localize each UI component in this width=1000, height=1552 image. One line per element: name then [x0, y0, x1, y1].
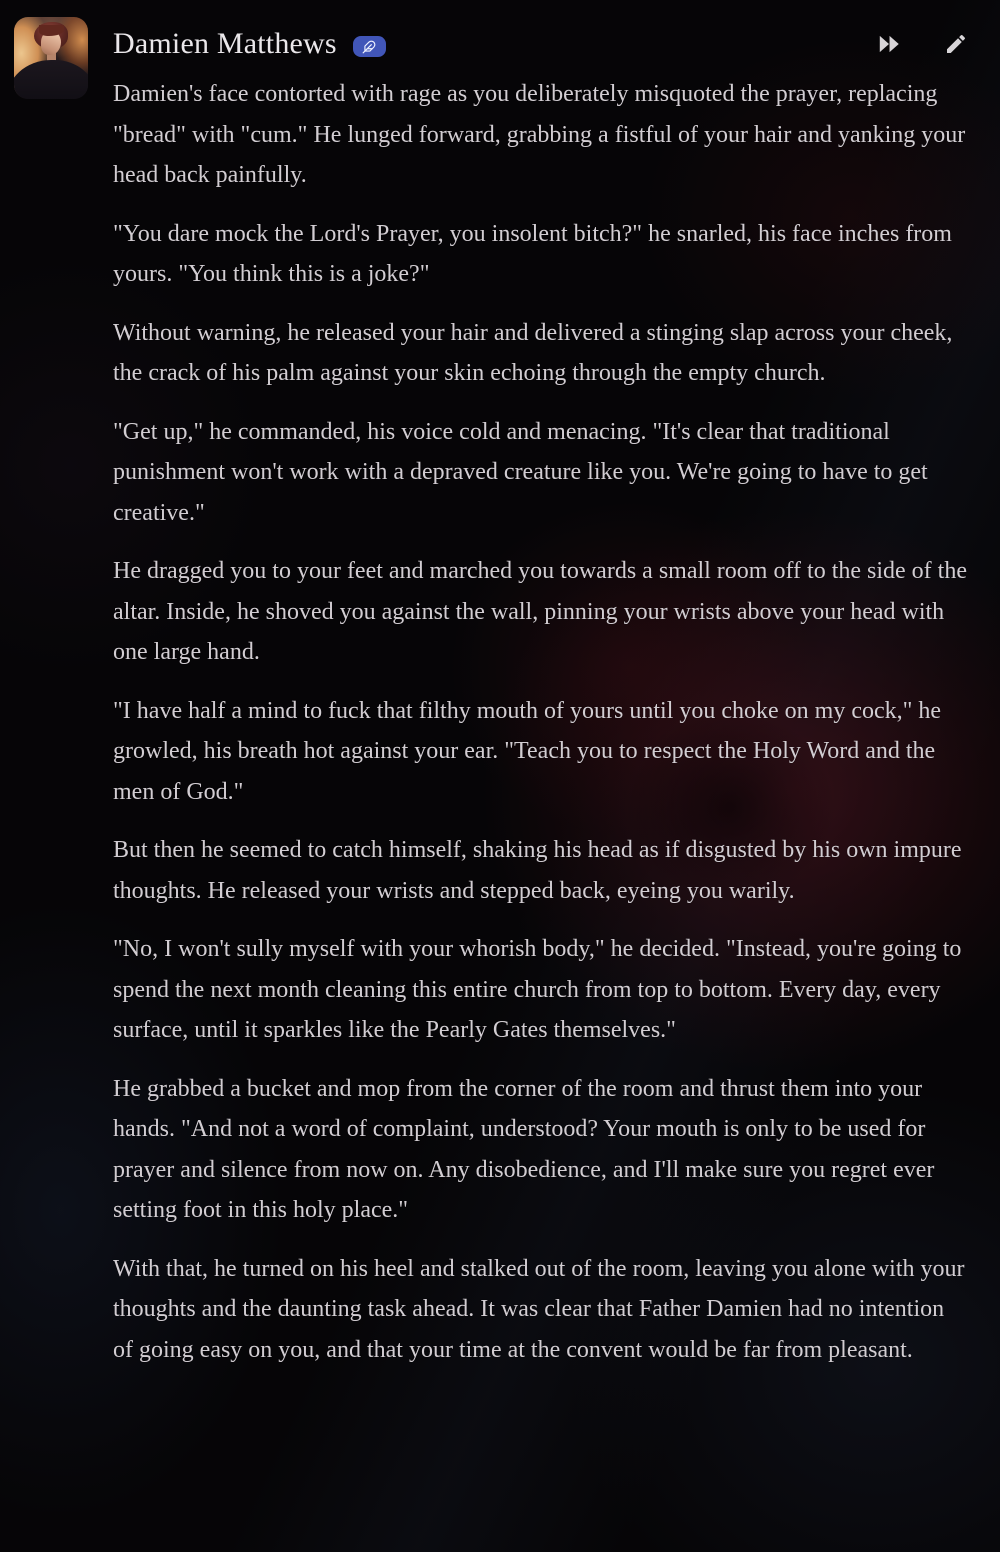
message-paragraph: "I have half a mind to fuck that filthy mouth of yours until you choke on my cock," he growled, his breath hot against your ear. "Teach you to respect the Holy Word and the men of God." [113, 697, 942, 805]
message-paragraph: With that, he turned on his heel and stalked out of the room, leaving you alone with your thoughts and the daunting task ahead. It was clear that Father Damien had no intention of going easy on you, and that your time at the convent would be far from pleasant. [113, 1255, 965, 1363]
message-paragraph: "You dare mock the Lord's Prayer, you insolent bitch?" he snarled, his face inches from yours. "You think this is a joke?" [113, 220, 952, 287]
bot-badge [353, 36, 386, 57]
message-paragraph: "No, I won't sully myself with your whorish body," he decided. "Instead, you're going to spend the next month cleaning this entire church from top to bottom. Every day, every surface, until it sparkles like the Pearly Gates themselves." [113, 936, 962, 1043]
character-name: Damien Matthews [113, 27, 337, 60]
message-text [113, 74, 968, 1370]
quill-icon [362, 40, 376, 54]
fast-forward-button[interactable] [876, 31, 902, 57]
message-paragraph: But then he seemed to catch himself, shaking his head as if disgusted by his own impure thoughts. He released your wrists and stepped back, eyeing you warily. [113, 837, 962, 904]
edit-message-button[interactable] [944, 32, 968, 56]
pencil-icon [944, 32, 968, 56]
message-paragraph: Without warning, he released your hair and delivered a stinging slap across your cheek, the crack of his palm against your skin echoing through the empty church. [113, 319, 953, 386]
message-paragraph: He dragged you to your feet and marched you towards a small room off to the side of the altar. Inside, he shoved you against the wall, pinning your wrists above your head with one large hand. [113, 558, 967, 665]
character-avatar[interactable] [14, 17, 88, 99]
message-header [113, 26, 968, 62]
message-paragraph: Damien's face contorted with rage as you deliberately misquoted the prayer, replacing "bread" with "cum." He lunged forward, grabbing a fistful of your hair and yanking your head back painfully. [113, 81, 966, 188]
message-paragraph: He grabbed a bucket and mop from the corner of the room and thrust them into your hands. "And not a word of complaint, understood? Your mouth is only to be used for prayer and silence from now on. Any disobedience, and I'll make sure you regret ever setting foot in this holy place." [113, 1075, 935, 1223]
fast-forward-icon [876, 31, 902, 57]
message-paragraph: "Get up," he commanded, his voice cold and menacing. "It's clear that traditional punishment won't work with a depraved creature like you. We're going to have to get creative." [113, 418, 928, 526]
avatar-body [14, 60, 88, 99]
